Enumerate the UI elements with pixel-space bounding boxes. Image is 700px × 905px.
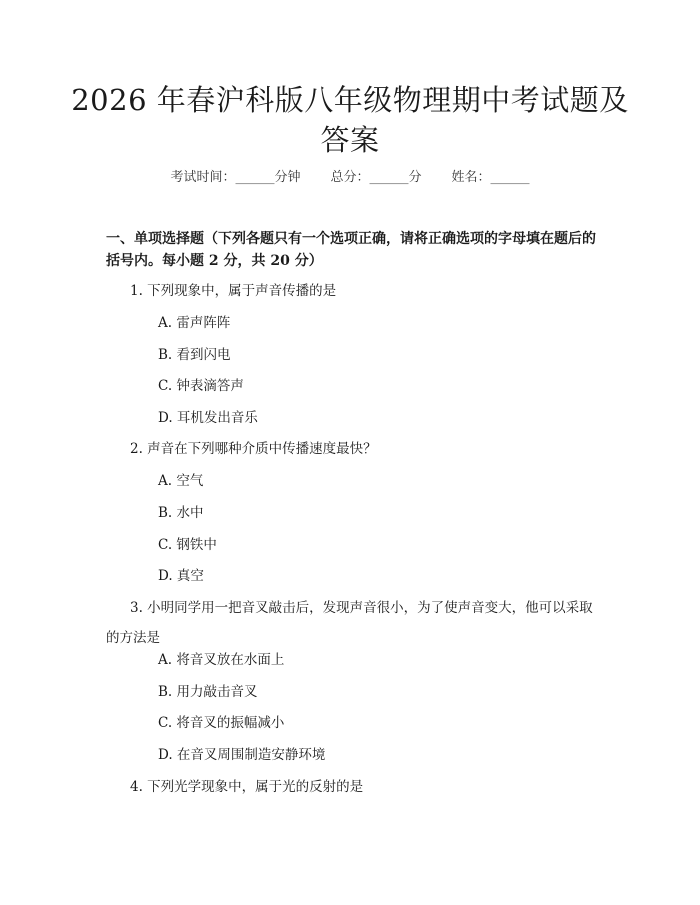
question-option: B. 用力敲击音叉	[158, 684, 258, 700]
question-option: D. 真空	[158, 568, 204, 584]
question-option: A. 雷声阵阵	[158, 315, 231, 331]
question-option: B. 看到闪电	[158, 347, 231, 363]
question-option: D. 在音叉周围制造安静环境	[158, 747, 326, 763]
question-option: B. 水中	[158, 505, 204, 521]
question-stem: 1. 下列现象中，属于声音传播的是	[130, 283, 337, 299]
question-option: C. 钢铁中	[158, 537, 217, 553]
exam-time-field: 考试时间：______分钟	[170, 170, 301, 185]
question-option: A. 将音叉放在水面上	[158, 652, 285, 668]
question-option: C. 钟表滴答声	[158, 378, 244, 394]
page-title: 2026 年春沪科版八年级物理期中考试题及答案	[71, 83, 629, 157]
question-stem: 4. 下列光学现象中，属于光的反射的是	[130, 779, 364, 795]
question-stem: 2. 声音在下列哪种介质中传播速度最快？	[130, 441, 377, 457]
total-score-field: 总分：______分	[330, 170, 422, 185]
question-option: D. 耳机发出音乐	[158, 410, 258, 426]
exam-meta	[0, 168, 700, 188]
question-option: C. 将音叉的振幅减小	[158, 715, 285, 731]
question-stem: 3. 小明同学用一把音叉敲击后，发现声音很小，为了使声音变大，他可以采取的方法是	[106, 600, 593, 646]
question-option: A. 空气	[158, 473, 204, 489]
student-name-field: 姓名：______	[451, 170, 530, 185]
section-heading: 一、单项选择题（下列各题只有一个选项正确，请将正确选项的字母填在题后的括号内。每小题 2 分，共 20 分）	[106, 231, 596, 269]
